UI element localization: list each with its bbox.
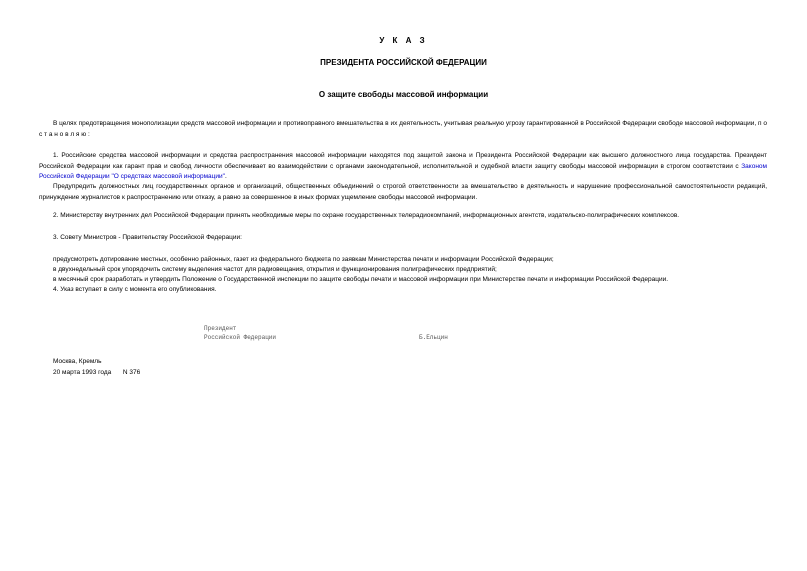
- item-3-line-1: предусмотреть дотирование местных, особенно районных, газет из федерального бюджета по заявкам Министерства печати и информации Российской Федерации;: [53, 256, 554, 263]
- decree-number: N 376: [122, 369, 141, 376]
- signing-date-line: [53, 368, 140, 378]
- signature-role-line-1: Президент: [204, 325, 237, 332]
- item-1-paragraph: [39, 151, 767, 183]
- preamble-paragraph: [39, 119, 767, 140]
- item-4-paragraph: 4. Указ вступает в силу с момента его опубликования.: [53, 286, 217, 293]
- item-1-text-end: .: [224, 173, 227, 180]
- preamble-text: В целях предотвращения монополизации средств массовой информации и противоправного вмешательства в их деятельность, учитывая реальную угрозу гарантированной в Российской Федерации свободе массовой информации,: [53, 120, 759, 127]
- item-3-line-3: в месячный срок разработать и утвердить Положение о Государственной инспекции по защите свободы печати и массовой информации при Министерстве печати и информации Российской Федерации.: [53, 276, 669, 283]
- decree-title: У К А З: [379, 36, 428, 45]
- decree-word: п о с т а н о в л я ю :: [39, 120, 767, 138]
- mass-media-law-link[interactable]: Законом Российской Федерации "О средствах массовой информации": [39, 162, 767, 180]
- signing-place: Москва, Кремль: [53, 358, 102, 365]
- item-1-text: 1. Российские средства массовой информации и средства распространения массовой информации находятся под защитой закона и Президента Российской Федерации как высшего должностного лица государства. Президент Российской Федерации как гарант прав и свобод личности обеспечивает во взаимодействии с органами законодательной, исполнительной и судебной власти защиту свободы массовой информации в строгом соответствии с: [39, 152, 767, 170]
- item-1-paragraph-2: Предупредить должностных лиц государственных органов и организаций, общественных объединений о строгой ответственности за вмешательство в деятельность и нарушение профессиональной самостоятельности редакций, принуждение журналистов к распространению или отказу, а равно за совершенное в иных формах ущемление свободы массовой информации.: [39, 183, 767, 201]
- item-3-heading: 3. Совету Министров - Правительству Российской Федерации:: [53, 234, 242, 241]
- item-3-line-2: в двухнедельный срок упорядочить систему выделения частот для радиовещания, открытия и функционирования полиграфических предприятий;: [53, 266, 497, 273]
- signature-role-line-2: Российской Федерации: [204, 334, 277, 341]
- signing-date: 20 марта 1993 года: [53, 369, 112, 376]
- decree-issuer: ПРЕЗИДЕНТА РОССИЙСКОЙ ФЕДЕРАЦИИ: [320, 58, 487, 67]
- item-2-paragraph: 2. Министерству внутренних дел Российской Федерации принять необходимые меры по охране государственных телерадиокомпаний, информационных агентств, издательско-полиграфических комплексов.: [53, 212, 680, 219]
- signature-name: Б.Ельцин: [419, 334, 448, 341]
- decree-topic: О защите свободы массовой информации: [318, 90, 489, 99]
